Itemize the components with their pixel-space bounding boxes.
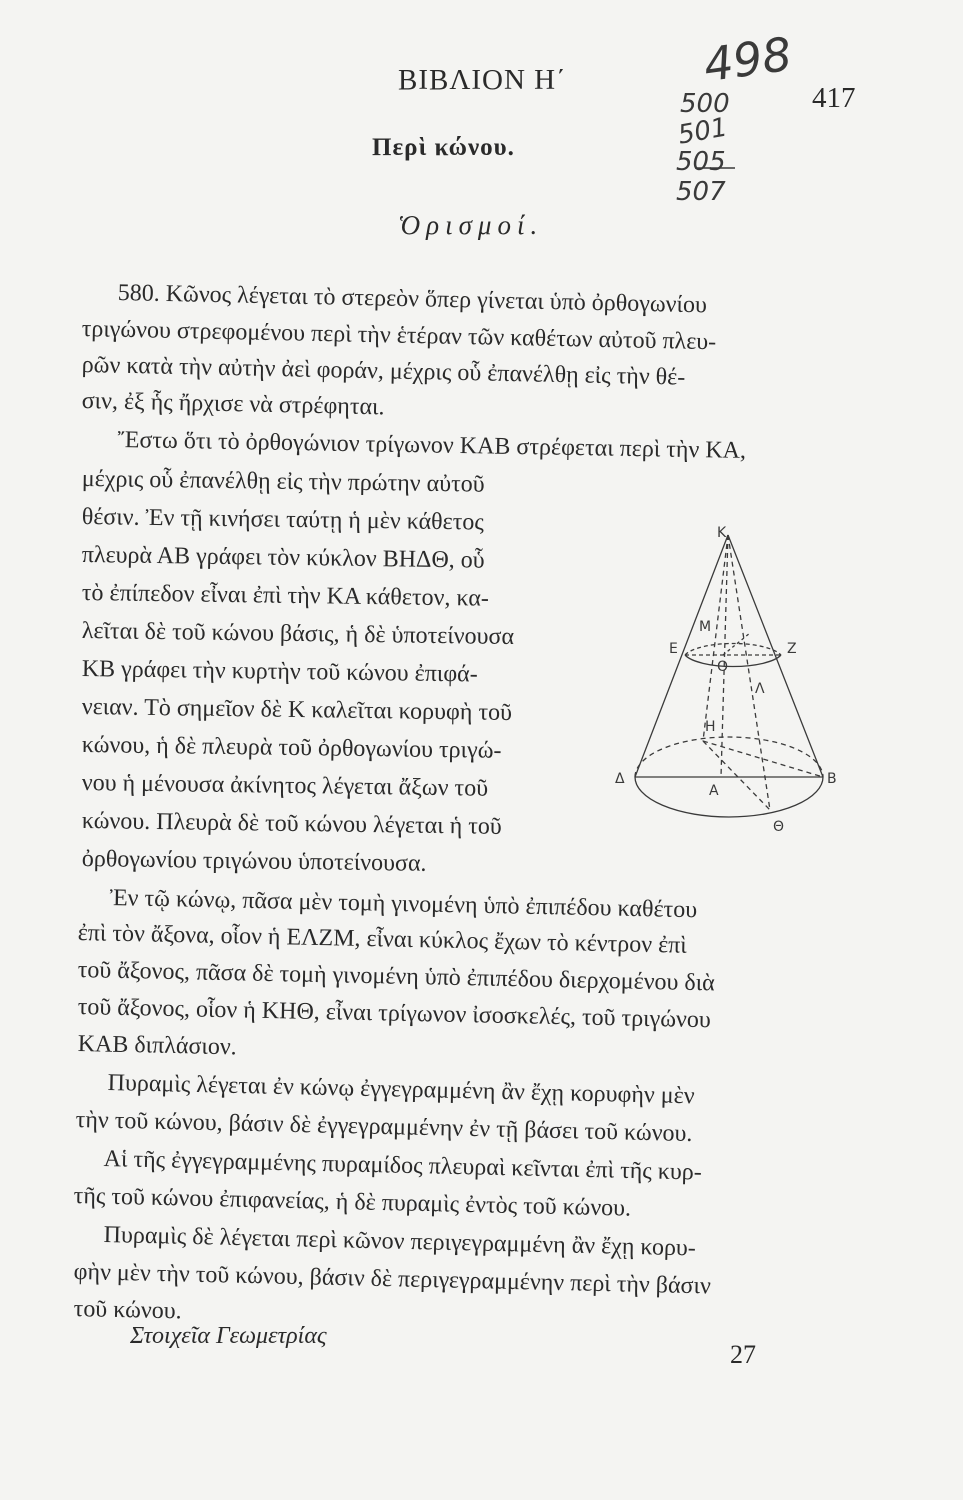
footer-book-title: Στοιχεῖα Γεωμετρίας (130, 1323, 327, 1349)
text-line: 580. Κῶνος λέγεται τὸ στερεὸν ὅπερ γίνεται ὑπὸ ὀρθογωνίου (117, 280, 708, 319)
text-line: λεῖται δὲ τοῦ κώνου βάσις, ἡ δὲ ὑποτείνουσα (81, 618, 515, 651)
text-line: τὴν τοῦ κώνου, βάσιν δὲ ἐγγεγραμμένην ἐν τῇ βάσει τοῦ κώνου. (75, 1107, 693, 1147)
text-line: τῆς τοῦ κώνου ἐπιφανείας, ἡ δὲ πυραμὶς ἐντὸς τοῦ κώνου. (73, 1183, 632, 1222)
text-line: κώνου, ἡ δὲ πλευρὰ τοῦ ὀρθογωνίου τριγώ- (81, 732, 502, 764)
text-line: ὀρθογωνίου τριγώνου ὑποτείνουσα. (81, 846, 427, 877)
triangle-base (703, 741, 770, 810)
text-line: ἐπὶ τὸν ἄξονα, οἷον ἡ ΕΛΖΜ, εἶναι κύκλος ἔχων τὸ κέντρον ἐπὶ (77, 920, 688, 959)
label-upper-left: Ε (669, 641, 678, 657)
base-front-arc (635, 777, 823, 817)
text-line: ΚΑΒ διπλάσιον. (77, 1031, 237, 1061)
text-line: φὴν μὲν τὴν τοῦ κώνου, βάσιν δὲ περιγεγραμμένην περὶ τὴν βάσιν (73, 1259, 712, 1300)
handwritten-note: 498 (700, 26, 795, 93)
cone-side-right (728, 535, 823, 777)
footer-signature: 27 (730, 1340, 756, 1369)
text-line: τοῦ ἄξονος, πᾶσα δὲ τομὴ γινομένη ὑπὸ ἐπιπέδου διερχομένου διὰ (77, 957, 716, 997)
triangle-side (728, 535, 770, 810)
cone-figure (605, 515, 845, 835)
text-line: Αἱ τῆς ἐγγεγραμμένης πυραμίδος πλευραὶ κεῖνται ἐπὶ τῆς κυρ- (103, 1146, 703, 1186)
text-line: μέχρις οὗ ἐπανέλθῃ εἰς τὴν πρώτην αὐτοῦ (81, 466, 485, 498)
text-line: ρῶν κατὰ τὴν αὐτὴν ἀεὶ φοράν, μέχρις οὗ ἐπανέλθῃ εἰς τὴν θέ- (81, 352, 686, 391)
label-upper-mid: Μ (699, 619, 712, 635)
text-line: σιν, ἐξ ἧς ἤρχισε νὰ στρέφηται. (81, 388, 385, 421)
label-base-right: Β (827, 771, 837, 787)
label-apex: Κ (717, 525, 727, 541)
cone-axis (721, 535, 728, 777)
label-lambda: Λ (755, 681, 765, 697)
text-line: νου ἡ μένουσα ἀκίνητος λέγεται ἄξων τοῦ (81, 770, 489, 802)
handwritten-note: 500 (680, 89, 730, 119)
text-line: τοῦ ἄξονος, οἷον ἡ ΚΗΘ, εἶναι τρίγωνον ἰσοσκελές, τοῦ τριγώνου (77, 994, 712, 1034)
handwritten-note: 505 (676, 147, 726, 177)
text-line: τὸ ἐπίπεδον εἶναι ἐπὶ τὴν ΚΑ κάθετον, κα- (81, 580, 490, 612)
cone-side-left (635, 535, 728, 777)
text-line: πλευρὰ ΑΒ γράφει τὸν κύκλον ΒΗΔΘ, οὗ (81, 542, 485, 574)
text-line: κώνου. Πλευρὰ δὲ τοῦ κώνου λέγεται ἡ τοῦ (81, 808, 502, 840)
label-base-center: Α (709, 783, 719, 799)
subsection-title: Ὁρισμοί. (398, 210, 544, 240)
text-line: ΚΒ γράφει τὴν κυρτὴν τοῦ κώνου ἐπιφά- (81, 656, 478, 688)
text-line: τριγώνου στρεφομένου περὶ τὴν ἑτέραν τῶν καθέτων αὐτοῦ πλευ- (81, 316, 717, 356)
label-upper-center: Ο (717, 659, 729, 675)
text-line: νειαν. Τὸ σημεῖον δὲ Κ καλεῖται κορυφὴ τοῦ (81, 694, 513, 727)
text-line: Πυραμὶς δὲ λέγεται περὶ κῶνον περιγεγραμμένη ἂν ἔχῃ κορυ- (103, 1222, 697, 1262)
text-line: Πυραμὶς λέγεται ἐν κώνῳ ἐγγεγραμμένη ἂν ἔχῃ κορυφὴν μὲν (107, 1070, 695, 1110)
label-h: Η (705, 719, 716, 735)
page-number: 417 (812, 82, 856, 114)
handwritten-note: 507 (676, 177, 726, 207)
text-line: Ἔστω ὅτι τὸ ὀρθογώνιον τρίγωνον ΚΑΒ στρέφεται περὶ τὴν ΚΑ, (117, 427, 747, 464)
base-back-arc (635, 737, 823, 777)
text-line: Ἐν τῷ κώνῳ, πᾶσα μὲν τομὴ γινομένη ὑπὸ ἐπιπέδου καθέτου (109, 885, 698, 924)
handwritten-note: 501 (675, 112, 730, 151)
text-line: θέσιν. Ἐν τῇ κινήσει ταύτῃ ἡ μὲν κάθετος (81, 504, 485, 536)
label-base-left: Δ (615, 771, 625, 787)
section-front-arc (685, 655, 781, 667)
label-upper-right: Ζ (787, 641, 797, 657)
text-line: τοῦ κώνου. (73, 1296, 182, 1325)
section-back-arc (685, 643, 781, 655)
section-title: Περὶ κώνου. (372, 134, 515, 161)
label-theta: Θ (773, 819, 785, 835)
book-header-title: ΒΙΒΛΙΟΝ Η΄ (398, 64, 567, 96)
handwritten-annotations (640, 20, 810, 220)
